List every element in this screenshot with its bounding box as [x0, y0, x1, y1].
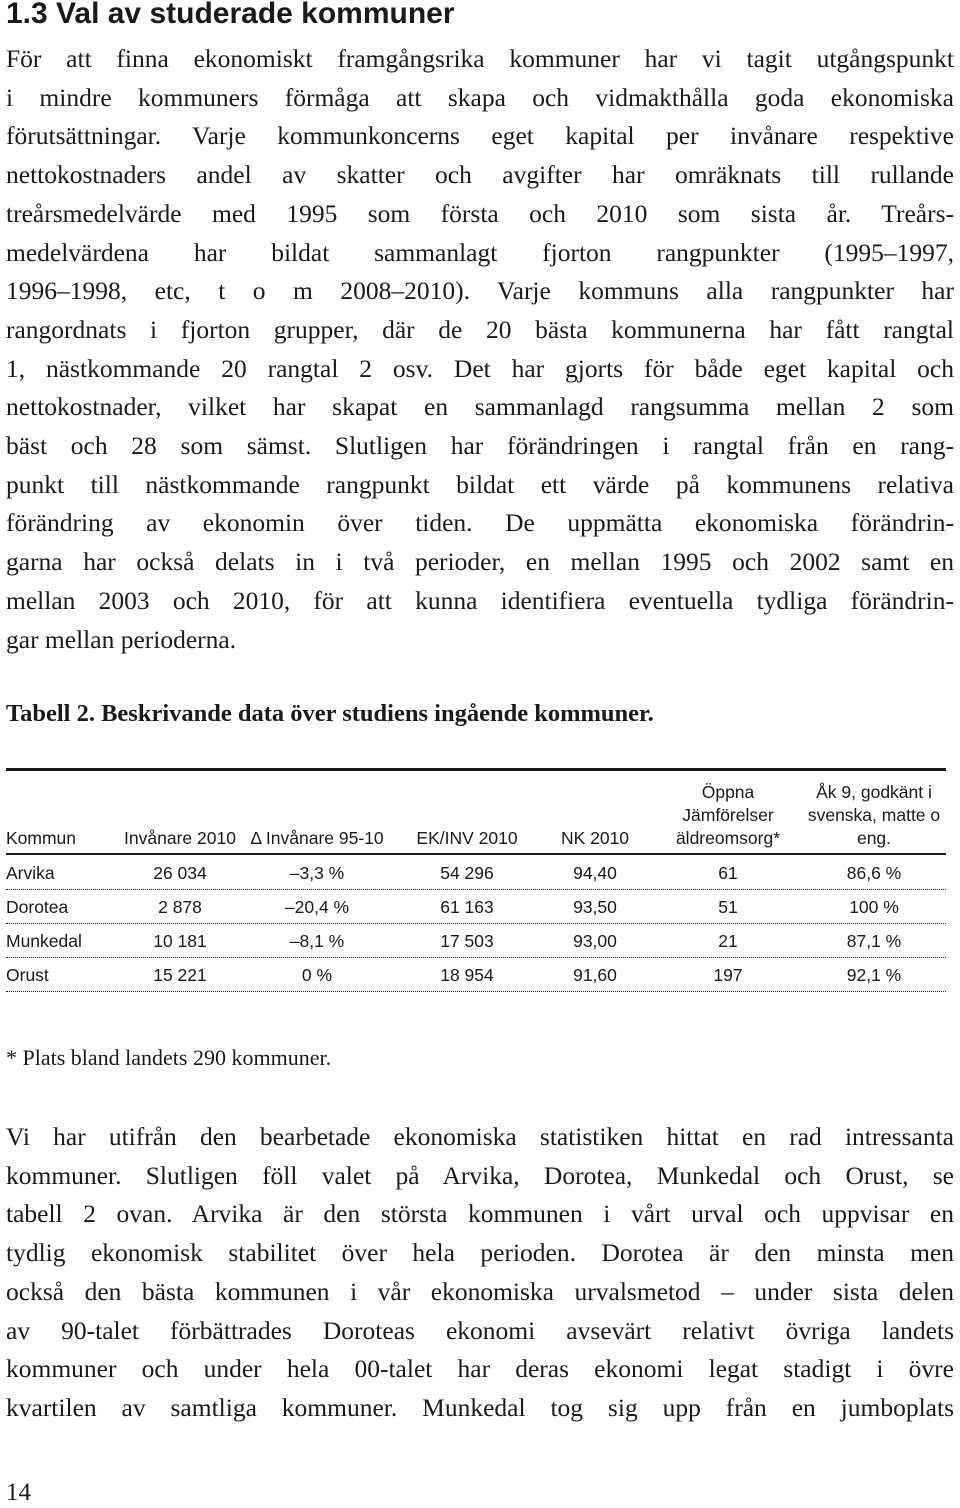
table-cell: 51 — [718, 896, 738, 917]
paragraph-line: mellan 2003 och 2010, för att kunna identifiera eventuella tydliga förändrin- — [6, 585, 954, 615]
table-cell: 91,60 — [573, 964, 617, 985]
paragraph-line: punkt till nästkommande rangpunkt bildat ett värde på kommunens relativa — [6, 469, 954, 499]
paragraph-line: kommuner och under hela 00-talet har deras ekonomi legat stadigt i övre — [6, 1354, 954, 1384]
intro-paragraph — [6, 40, 954, 659]
paragraph-line: rangordnats i fjorton grupper, där de 20 bästa kommunerna har fått rangtal — [6, 314, 954, 344]
table-cell: 54 296 — [440, 862, 494, 883]
table-cell: –3,3 % — [289, 862, 345, 883]
selection-paragraph — [6, 1118, 954, 1428]
column-header: NK 2010 — [560, 828, 630, 848]
table-cell: Dorotea — [6, 896, 69, 917]
paragraph-line: tydlig ekonomisk stabilitet över hela perioden. Dorotea är den minsta men — [6, 1238, 954, 1268]
table-cell: 87,1 % — [846, 930, 902, 951]
paragraph-line: medelvärdena har bildat sammanlagt fjorton rangpunkter (1995–1997, — [6, 237, 954, 267]
table-cell: 15 221 — [153, 964, 207, 985]
paragraph-line: tabell 2 ovan. Arvika är den största kommunen i vårt urval och uppvisar en — [6, 1199, 954, 1229]
table-cell: 61 163 — [440, 896, 494, 917]
table-cell: 26 034 — [153, 862, 207, 883]
section-heading: 1.3 Val av studerade kommuner — [6, 0, 455, 30]
table-cell: 197 — [713, 964, 743, 985]
paragraph-line: 1, nästkommande 20 rangtal 2 osv. Det har gjorts för både eget kapital och — [6, 353, 954, 383]
paragraph-line: i mindre kommuners förmåga att skapa och vidmakthålla goda ekonomiska — [6, 82, 954, 112]
table-cell: 17 503 — [440, 930, 494, 951]
column-header: EK/INV 2010 — [416, 828, 518, 848]
table-header-rule — [6, 853, 946, 855]
column-header: Kommun — [6, 828, 77, 848]
column-header: Öppna Jämförelser äldreomsorg* — [675, 782, 781, 848]
paragraph-line: För att finna ekonomiskt framgångsrika kommuner har vi tagit utgångspunkt — [6, 44, 954, 73]
table-cell: –8,1 % — [289, 930, 345, 951]
row-divider — [6, 957, 946, 958]
column-header: Δ Invånare 95-10 — [250, 828, 384, 848]
table-row — [6, 924, 946, 958]
paragraph-line: 1996–1998, etc, t o m 2008–2010). Varje kommuns alla rangpunkter har — [6, 276, 954, 306]
table-cell: 94,40 — [573, 862, 617, 883]
paragraph-line: Vi har utifrån den bearbetade ekonomiska statistiken hittat en rad intressanta — [6, 1122, 954, 1151]
paragraph-line: förutsättningar. Varje kommunkoncerns eget kapital per invånare respektive — [6, 121, 954, 151]
paragraph-line: nettokostnader, vilket har skapat en sammanlagd rangsumma mellan 2 som — [6, 392, 954, 422]
table-row — [6, 856, 946, 890]
column-header: Invånare 2010 — [124, 828, 236, 848]
table-cell: 2 878 — [158, 896, 202, 917]
paragraph-line: kvartilen av samtliga kommuner. Munkedal tog sig upp från en jumboplats — [6, 1392, 954, 1422]
column-header: Åk 9, godkänt i svenska, matte o eng. — [807, 782, 941, 848]
table-cell: 18 954 — [440, 964, 494, 985]
row-divider — [6, 991, 946, 992]
paragraph-line: förändring av ekonomin över tiden. De uppmätta ekonomiska förändrin- — [6, 508, 954, 538]
paragraph-line: gar mellan perioderna. — [6, 624, 237, 654]
table-cell: 0 % — [301, 964, 333, 985]
table-row — [6, 890, 946, 924]
table-footnote: * Plats bland landets 290 kommuner. — [6, 1045, 332, 1070]
table-cell: 86,6 % — [846, 862, 902, 883]
table-cell: 93,50 — [573, 896, 617, 917]
paragraph-line: också den bästa kommunen i vår ekonomiska urvalsmetod – under sista delen — [6, 1276, 954, 1306]
table-cell: Arvika — [6, 862, 55, 883]
table-cell: 21 — [718, 930, 738, 951]
paragraph-line: nettokostnaders andel av skatter och avgifter har omräknats till rullande — [6, 160, 954, 190]
data-table — [6, 770, 946, 992]
table-header-row — [6, 770, 946, 856]
row-divider — [6, 889, 946, 890]
table-cell: –20,4 % — [284, 896, 350, 917]
table-row — [6, 958, 946, 992]
table-cell: 92,1 % — [846, 964, 902, 985]
table-cell: 10 181 — [153, 930, 207, 951]
paragraph-line: treårsmedelvärde med 1995 som första och 2010 som sista år. Treårs- — [6, 198, 954, 228]
paragraph-line: av 90-talet förbättrades Doroteas ekonomi avsevärt relativt övriga landets — [6, 1315, 954, 1345]
table-cell: 93,00 — [573, 930, 617, 951]
row-divider — [6, 923, 946, 924]
table-caption: Tabell 2. Beskrivande data över studiens ingående kommuner. — [6, 700, 654, 727]
table-cell: 100 % — [849, 896, 899, 917]
table-cell: 61 — [718, 862, 738, 883]
table-cell: Orust — [6, 964, 49, 985]
table-cell: Munkedal — [6, 930, 82, 951]
paragraph-line: bäst och 28 som sämst. Slutligen har förändringen i rangtal från en rang- — [6, 431, 954, 461]
page-number: 14 — [6, 1479, 31, 1506]
paragraph-line: kommuner. Slutligen föll valet på Arvika, Dorotea, Munkedal och Orust, se — [6, 1160, 954, 1190]
paragraph-line: garna har också delats in i två perioder, en mellan 1995 och 2002 samt en — [6, 547, 954, 577]
